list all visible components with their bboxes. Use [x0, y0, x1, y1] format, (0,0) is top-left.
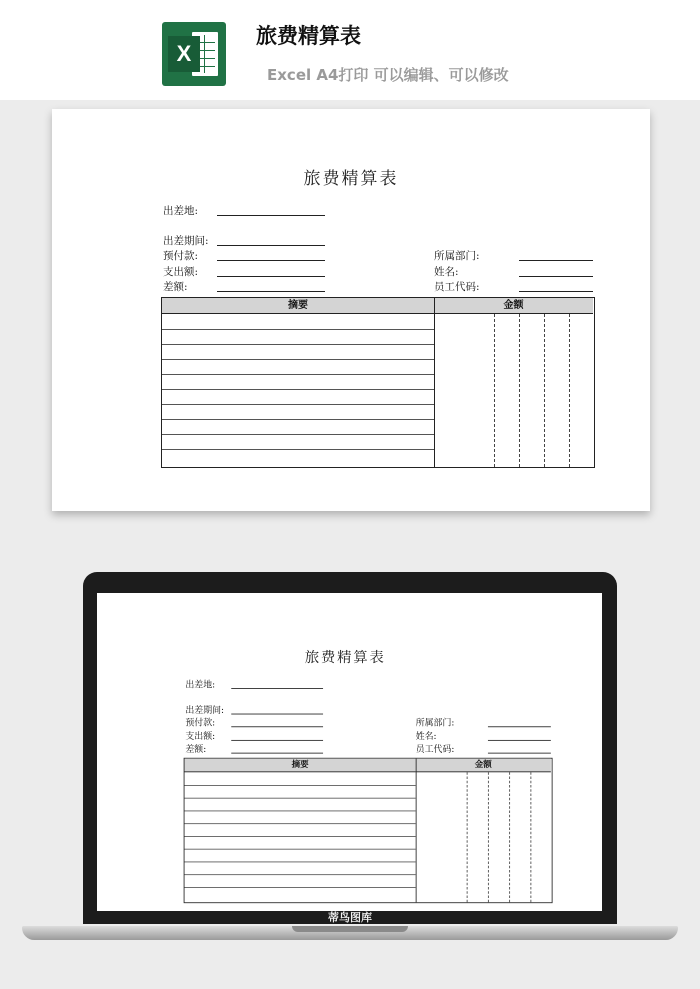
table-row[interactable] [185, 862, 416, 863]
name-field[interactable] [488, 740, 551, 741]
table-row[interactable] [162, 374, 434, 375]
laptop-brand-label: 蒂鸟图库 [328, 911, 372, 924]
header-banner [0, 0, 700, 100]
amount-digit-divider [509, 772, 510, 902]
amount-digit-divider [494, 314, 495, 467]
expense-form-preview [97, 598, 599, 911]
table-row[interactable] [185, 811, 416, 812]
column-divider [416, 759, 417, 903]
table-row[interactable] [185, 823, 416, 824]
department-label: 所属部门: [415, 717, 455, 729]
table-row[interactable] [162, 359, 434, 360]
excel-icon [162, 22, 226, 86]
form-title: 旅费精算表 [303, 169, 399, 189]
employee-code-label: 员工代码: [434, 281, 480, 293]
employee-code-field[interactable] [488, 753, 551, 754]
table-row[interactable] [162, 329, 434, 330]
form-sheet [52, 109, 650, 511]
table-row[interactable] [185, 887, 416, 888]
name-label: 姓名: [434, 266, 459, 278]
department-label: 所属部门: [434, 250, 480, 262]
table-row[interactable] [162, 434, 434, 435]
expense-label: 支出额: [163, 266, 199, 278]
table-row[interactable] [185, 849, 416, 850]
destination-field[interactable] [231, 688, 323, 689]
advance-field[interactable] [231, 726, 323, 727]
table-row[interactable] [185, 874, 416, 875]
department-field[interactable] [488, 726, 551, 727]
amount-digit-divider [530, 772, 531, 902]
laptop-notch [292, 926, 408, 932]
difference-label: 差额: [163, 281, 188, 293]
name-label: 姓名: [415, 731, 437, 742]
page-subtitle: Excel A4打印 可以编辑、可以修改 [267, 66, 509, 84]
table-row[interactable] [185, 798, 416, 799]
summary-column-header: 摘要 [185, 759, 416, 773]
amount-column-header: 金额 [416, 759, 551, 773]
advance-label: 预付款: [163, 250, 199, 262]
destination-field[interactable] [217, 215, 325, 216]
expense-table [161, 297, 595, 468]
excel-x-letter: X [168, 36, 200, 72]
table-row[interactable] [185, 785, 416, 786]
advance-label: 预付款: [185, 717, 216, 729]
amount-digit-divider [467, 772, 468, 902]
form-title: 旅费精算表 [304, 649, 386, 666]
table-row[interactable] [162, 389, 434, 390]
column-divider [434, 298, 435, 467]
difference-field[interactable] [217, 291, 325, 292]
period-field[interactable] [217, 245, 325, 246]
difference-label: 差额: [185, 744, 207, 755]
amount-column-header: 金额 [434, 298, 593, 314]
period-label: 出差期间: [163, 235, 209, 247]
table-row[interactable] [162, 344, 434, 345]
destination-label: 出差地: [185, 679, 216, 690]
expense-label: 支出额: [185, 731, 216, 742]
difference-field[interactable] [231, 753, 323, 754]
amount-digit-divider [519, 314, 520, 467]
laptop-screen [97, 593, 602, 911]
summary-column-header: 摘要 [162, 298, 434, 314]
period-field[interactable] [231, 714, 323, 715]
table-row[interactable] [162, 419, 434, 420]
table-row[interactable] [185, 836, 416, 837]
table-row[interactable] [162, 449, 434, 450]
name-field[interactable] [519, 276, 593, 277]
table-row[interactable] [162, 404, 434, 405]
expense-table [184, 758, 553, 903]
page-title: 旅费精算表 [256, 24, 361, 48]
employee-code-field[interactable] [519, 291, 593, 292]
expense-field[interactable] [231, 740, 323, 741]
amount-digit-divider [569, 314, 570, 467]
expense-field[interactable] [217, 276, 325, 277]
employee-code-label: 员工代码: [415, 744, 455, 755]
amount-digit-divider [488, 772, 489, 902]
department-field[interactable] [519, 260, 593, 261]
advance-field[interactable] [217, 260, 325, 261]
destination-label: 出差地: [163, 205, 199, 217]
expense-form [52, 109, 650, 511]
amount-digit-divider [544, 314, 545, 467]
period-label: 出差期间: [185, 705, 225, 716]
